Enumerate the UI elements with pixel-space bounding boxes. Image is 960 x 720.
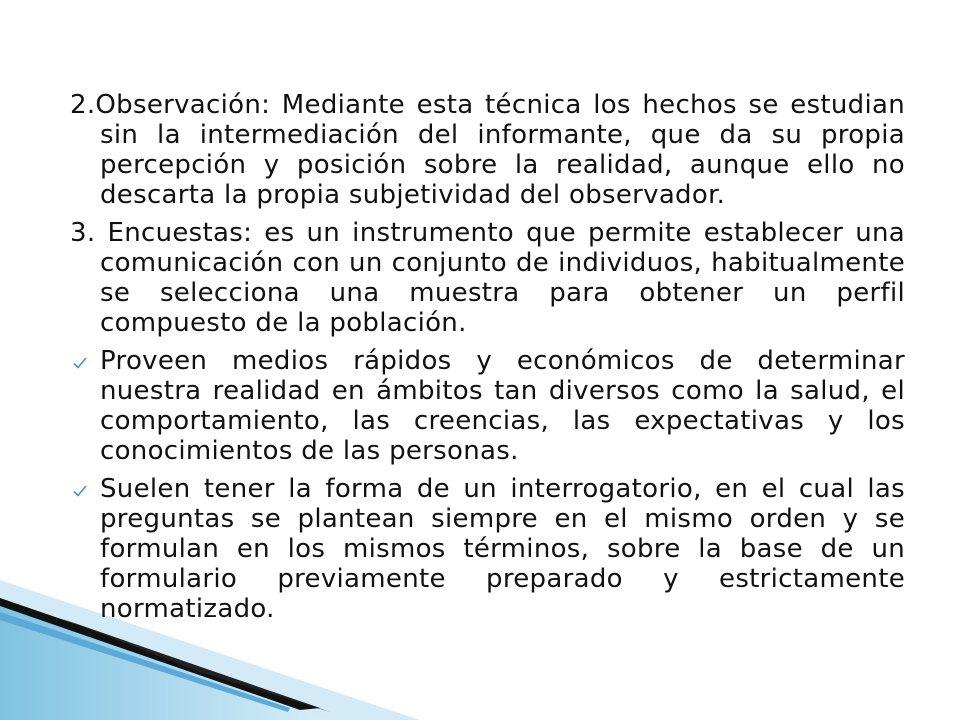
slide-body bbox=[70, 90, 905, 632]
bullet-item bbox=[70, 474, 905, 624]
checkmark-icon bbox=[72, 483, 88, 499]
term-observacion: 2.Observación bbox=[70, 90, 262, 120]
bullet-item bbox=[70, 346, 905, 466]
paragraph-encuestas-text: : es un instrumento que permite establecer una comunicación con un conjunto de individuos, habitualmente se selecciona una muestra para obtener un perfil compuesto de la población. bbox=[100, 218, 905, 338]
paragraph-observacion bbox=[70, 90, 905, 210]
checkmark-icon bbox=[72, 355, 88, 371]
paragraph-encuestas bbox=[70, 218, 905, 338]
term-encuestas: 3. Encuestas bbox=[70, 218, 244, 248]
bullet-text: Proveen medios rápidos y económicos de determinar nuestra realidad en ámbitos tan diversos como la salud, el comportamiento, las creencias, las expectativas y los conocimientos de las personas. bbox=[100, 346, 905, 466]
paragraph-observacion-text: : Mediante esta técnica los hechos se estudian sin la intermediación del informante, que da su propia percepción y posición sobre la realidad, aunque ello no descarta la propia subjetividad del observador. bbox=[100, 90, 905, 210]
bullet-text: Suelen tener la forma de un interrogatorio, en el cual las preguntas se plantean siempre en el mismo orden y se formulan en los mismos términos, sobre la base de un formulario previamente preparado y estrictamente normatizado. bbox=[100, 474, 905, 624]
